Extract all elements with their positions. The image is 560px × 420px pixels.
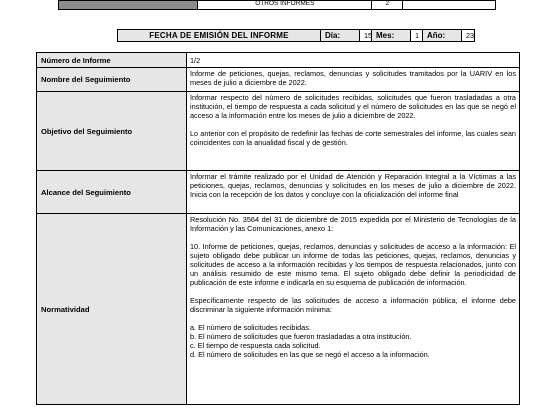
- regulations-item-a: a. El número de solicitudes recibidas.: [190, 323, 311, 332]
- follow-up-name-row: [37, 68, 519, 92]
- objective-label: Objetivo del Seguimiento: [37, 92, 187, 170]
- follow-up-name-label: Nombre del Seguimiento: [37, 68, 187, 91]
- previous-table-fragment: [58, 0, 496, 10]
- regulations-value: [187, 214, 519, 404]
- day-label: Día:: [321, 30, 360, 41]
- scope-row: [37, 171, 519, 214]
- regulations-paragraph-2: 10. Informe de peticiones, quejas, reclamos, denuncias y solicitudes de acceso a la información: El sujeto obligado debe publicar un informe de todas las peticiones, quejas, reclamos, denuncias y solicitudes de acceso a la información recibidas y los tiempos de respuesta relacionados, junto con un análisis resumido de este mismo tema. El sujeto obligado debe definir la periodicidad de publicación de este informe e indicarla en su esquema de publicación de información.: [190, 242, 516, 287]
- scope-value: Informar el trámite realizado por el Unidad de Atención y Reparación Integral a la Víctimas a las peticiones, quejas, reclamos, denuncias y solicitudes en los meses de julio a diciembre de 2022. Inicia con la recepción de los datos y concluye con la oficialización del informe final: [190, 172, 516, 199]
- year-value: 23: [462, 30, 474, 41]
- objective-value: [187, 92, 519, 170]
- emission-date-title: FECHA DE EMISIÓN DEL INFORME: [118, 30, 321, 41]
- regulations-paragraph-3: Específicamente respecto de las solicitudes de acceso a información pública, el informe debe discriminar la siguiente información mínima:: [190, 296, 516, 314]
- follow-up-name-value: Informe de peticiones, quejas, reclamos, denuncias y solicitudes tramitados por la UARIV en los meses de julio a diciembre de 2022.: [190, 69, 516, 87]
- report-number-value: 1/2: [190, 55, 201, 65]
- regulations-item-d: d. El número de solicitudes en las que se negó el acceso a la información.: [190, 350, 430, 359]
- regulations-item-c: c. El tiempo de respuesta cada solicitud.: [190, 341, 321, 350]
- scope-label: Alcance del Seguimiento: [37, 171, 187, 213]
- empty-cell: [403, 1, 496, 10]
- report-number-label: Número de Informe: [37, 53, 187, 67]
- regulations-row: [37, 214, 519, 404]
- month-label: Mes:: [372, 30, 411, 41]
- regulations-item-b: b. El número de solicitudes que fueron trasladadas a otra institución.: [190, 332, 412, 341]
- grey-cell: [59, 1, 198, 10]
- regulations-label: Normatividad: [37, 214, 187, 404]
- day-value: 15: [360, 30, 372, 41]
- objective-row: [37, 92, 519, 171]
- year-label: Año:: [423, 30, 462, 41]
- other-reports-cell: OTROS INFORMES: [198, 1, 372, 10]
- month-value: 1: [411, 30, 423, 41]
- regulations-paragraph-1: Resolución No. 3564 del 31 de diciembre de 2015 expedida por el Ministerio de Tecnologías de la Información y las Comunicaciones, anexo 1:: [190, 215, 516, 233]
- emission-date-bar: [117, 29, 475, 42]
- objective-paragraph-1: Informar respecto del número de solicitudes recibidas, solicitudes que fueron trasladadas a otra institución, el tiempo de respuesta a cada solicitud y el número de solicitudes en las que se negó el acceso a la información entre los meses de julio a diciembre de 2022.: [190, 93, 516, 120]
- objective-paragraph-2: Lo anterior con el propósito de redefinir las fechas de corte semestrales del informe, las cuales sean coincidentes con la anualidad fiscal y de gestión.: [190, 129, 516, 147]
- report-number-row: [37, 53, 519, 68]
- report-info-table: [36, 52, 520, 405]
- other-reports-count: 2: [372, 1, 403, 10]
